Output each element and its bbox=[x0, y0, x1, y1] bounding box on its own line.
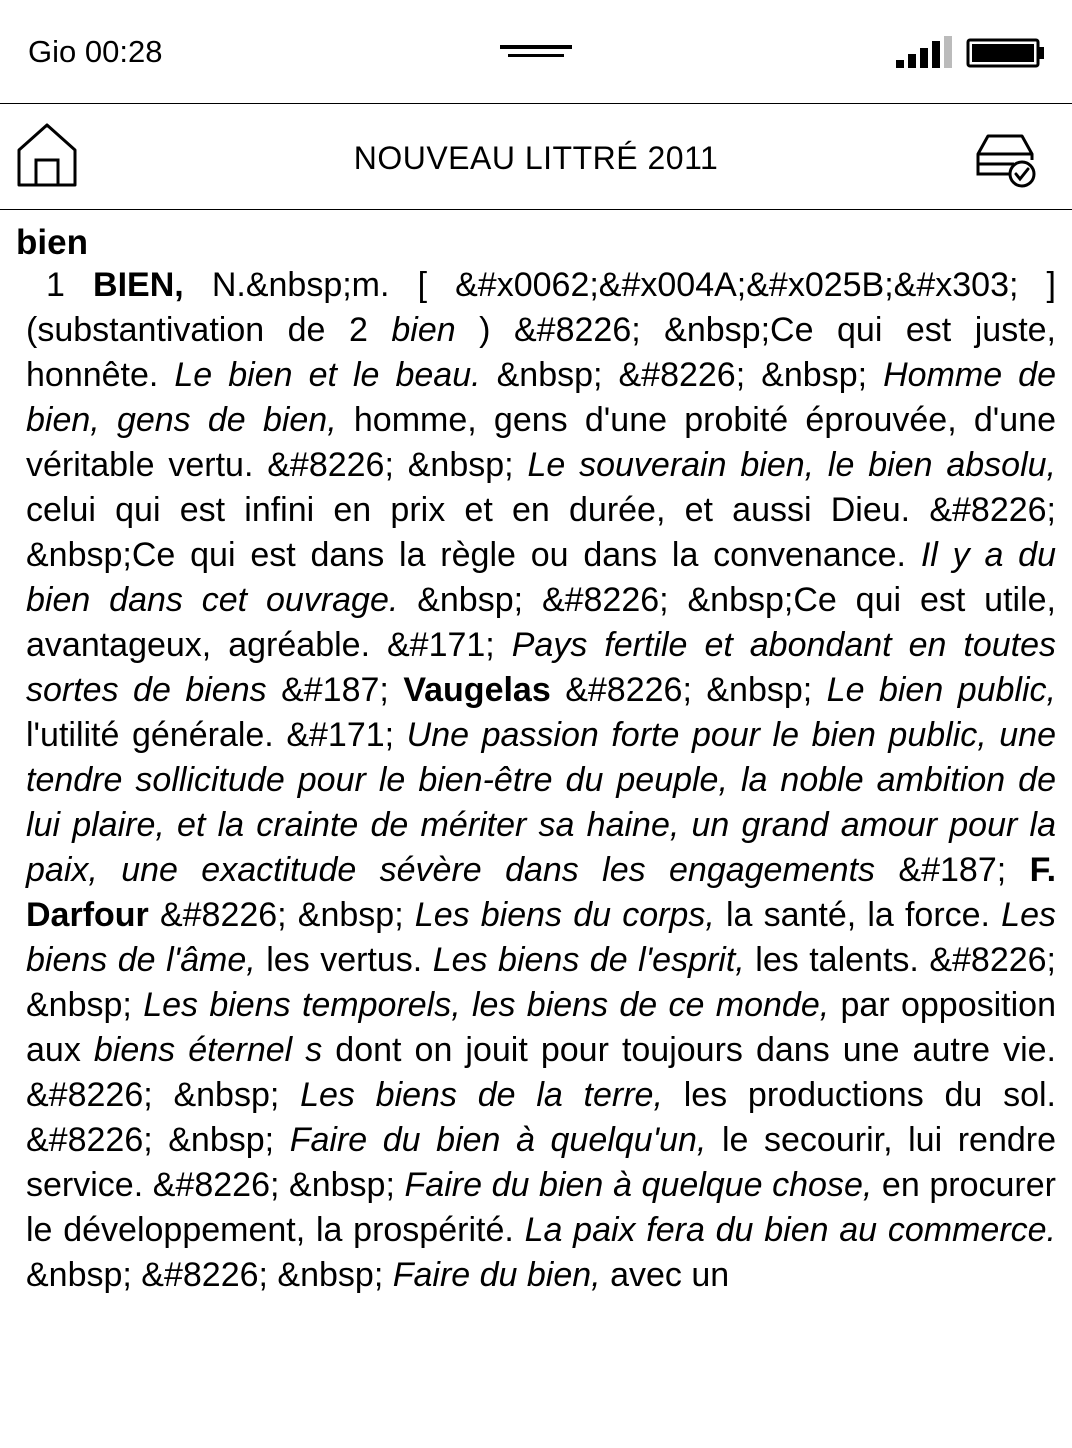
entry-text-segment: N.&nbsp;m. [ &#x0062;&#x004A;&#x025B;&#x303; ] (substantivation de 2 bbox=[26, 266, 1056, 349]
entry-italic-segment: Il y a du bien dans cet ouvrage. bbox=[26, 536, 1056, 619]
entry-text-segment: &#187; bbox=[875, 851, 1030, 889]
status-time: Gio 00:28 bbox=[28, 34, 163, 69]
page-title: NOUVEAU LITTRÉ 2011 bbox=[353, 140, 719, 176]
entry-text-segment: &nbsp; &#8226; &nbsp; bbox=[26, 1256, 393, 1294]
entry-italic-segment: Les biens de l'âme, bbox=[26, 896, 1056, 979]
entry-bold-segment: Vaugelas bbox=[403, 671, 551, 709]
home-icon[interactable] bbox=[16, 122, 78, 188]
sense-number: 1 bbox=[46, 266, 94, 304]
entry-italic-segment: Une passion forte pour le bien public, une tendre sollicitude pour le bien-être du peuple, la noble ambition de lui plaire, et la crainte de mériter sa haine, un grand amour pour la paix, une exactitude sévère dans les engagements bbox=[26, 716, 1056, 889]
entry-text-segment: la santé, la force. bbox=[714, 896, 1002, 934]
entry-italic-segment: Le bien et le beau. bbox=[174, 356, 481, 394]
entry-text-segment: dont on jouit pour toujours dans une autre vie. &#8226; &nbsp; bbox=[26, 1031, 1057, 1114]
header-bar bbox=[0, 104, 1072, 210]
entry-text-segment: les talents. &#8226; &nbsp; bbox=[26, 941, 1057, 1024]
entry-italic-segment: Les biens du corps, bbox=[414, 896, 715, 934]
entry-text-segment: l'utilité générale. &#171; bbox=[26, 716, 407, 754]
entry-italic-segment: bien bbox=[391, 311, 456, 349]
entry-text-segment: &#8226; &nbsp; bbox=[550, 671, 827, 709]
entry-italic-segment: Le bien public, bbox=[826, 671, 1056, 709]
entry-text-segment: le secourir, lui rendre service. &#8226; &nbsp; bbox=[26, 1121, 1056, 1204]
signal-icon bbox=[894, 36, 954, 68]
entry-italic-segment: Faire du bien à quelque chose, bbox=[404, 1166, 873, 1204]
entry-text-segment: en procurer le développement, la prospérité. bbox=[26, 1166, 1056, 1249]
menu-handle-icon[interactable] bbox=[500, 44, 572, 60]
entry-bold-segment: F. Darfour bbox=[26, 851, 1057, 934]
entry-text-segment: les vertus. bbox=[255, 941, 433, 979]
status-bar bbox=[0, 0, 1072, 104]
entry-bold-segment: BIEN, bbox=[93, 266, 184, 304]
entry-definition bbox=[26, 263, 1056, 1298]
entry-text-segment: avec un bbox=[600, 1256, 730, 1294]
battery-icon bbox=[966, 38, 1046, 68]
entry-italic-segment: Les biens de la terre, bbox=[300, 1076, 663, 1114]
entry-italic-segment: biens éternel s bbox=[93, 1031, 323, 1069]
entry-italic-segment: Faire du bien, bbox=[392, 1256, 601, 1294]
entry-text-segment: par opposition aux bbox=[26, 986, 1056, 1069]
entry-text-segment: &#187; bbox=[266, 671, 404, 709]
entry-text-segment: ) &#8226; &nbsp;Ce qui est juste, honnête. bbox=[26, 311, 1057, 394]
entry-text-segment: &nbsp; &#8226; &nbsp; bbox=[480, 356, 884, 394]
entry-text-segment: &#8226; &nbsp; bbox=[148, 896, 415, 934]
entry-italic-segment: Le souverain bien, le bien absolu, bbox=[527, 446, 1056, 484]
dictionary-select-icon[interactable] bbox=[974, 126, 1040, 188]
entry-italic-segment: Pays fertile et abondant en toutes sortes de biens bbox=[26, 626, 1056, 709]
entry-italic-segment: Faire du bien à quelqu'un, bbox=[289, 1121, 707, 1159]
headword: bien bbox=[16, 223, 88, 262]
entry-italic-segment: La paix fera du bien au commerce. bbox=[524, 1211, 1056, 1249]
dictionary-entry-view[interactable] bbox=[0, 211, 1072, 1448]
entry-text-segment: les productions du sol. &#8226; &nbsp; bbox=[26, 1076, 1056, 1159]
entry-text-segment: celui qui est infini en prix et en durée, et aussi Dieu. &#8226; &nbsp;Ce qui est dans la règle ou dans la convenance. bbox=[26, 491, 1056, 574]
entry-italic-segment: Homme de bien, gens de bien, bbox=[26, 356, 1056, 439]
entry-italic-segment: Les biens temporels, les biens de ce monde, bbox=[143, 986, 830, 1024]
entry-text-segment: &nbsp; &#8226; &nbsp;Ce qui est utile, avantageux, agréable. &#171; bbox=[26, 581, 1056, 664]
entry-text-segment: homme, gens d'une probité éprouvée, d'une véritable vertu. &#8226; &nbsp; bbox=[26, 401, 1056, 484]
entry-italic-segment: Les biens de l'esprit, bbox=[432, 941, 745, 979]
